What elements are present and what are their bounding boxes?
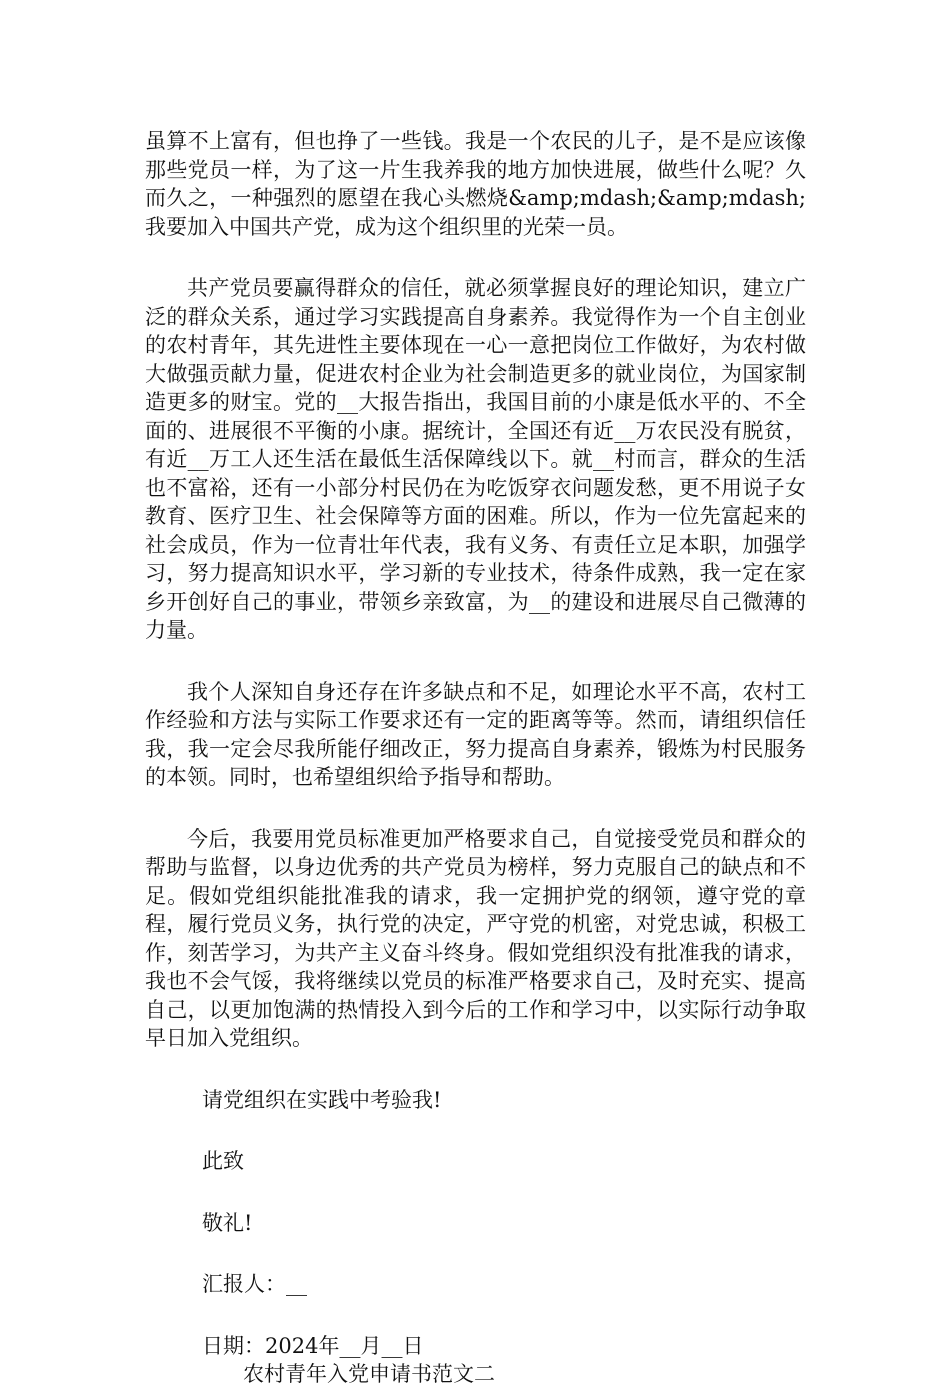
- line-gap: [145, 1299, 806, 1332]
- closing-salutation: 此致: [202, 1149, 244, 1173]
- paragraph-2: 共产党员要赢得群众的信任，就必须掌握良好的理论知识，建立广泛的群众关系，通过学习实践提高自身素养。我觉得作为一个自主创业的农村青年，其先进性主要体现在一心一意把岗位工作做好，为农村做大做强贡献力量，促进农村企业为社会制造更多的就业岗位，为国家制造更多的财宝。党的__大报告指出，我国目前的小康是低水平的、不全面的、进展很不平衡的小康。据统计，全国还有近__万农民没有脱贫，有近__万工人还生活在最低生活保障线以下。就__村而言，群众的生活也不富裕，还有一小部分村民仍在为吃饭穿衣问题发愁，更不用说子女教育、医疗卫生、社会保障等方面的困难。所以，作为一位先富起来的社会成员，作为一位青壮年代表，我有义务、有责任立足本职，加强学习，努力提高知识水平，学习新的专业技术，待条件成熟，我一定在家乡开创好自己的事业，带领乡亲致富，为__的建设和进展尽自己微薄的力量。: [145, 276, 806, 642]
- document-body: [145, 127, 806, 1389]
- paragraph-gap: [145, 241, 806, 274]
- paragraph-gap: [145, 1053, 806, 1086]
- paragraph-gap: [145, 645, 806, 678]
- line-gap: [145, 1176, 806, 1209]
- line-gap: [145, 1237, 806, 1270]
- paragraph-4: 今后，我要用党员标准更加严格要求自己，自觉接受党员和群众的帮助与监督，以身边优秀的共产党员为榜样，努力克服自己的缺点和不足。假如党组织能批准我的请求，我一定拥护党的纲领，遵守党的章程，履行党员义务，执行党的决定，严守党的机密，对党忠诚，积极工作，刻苦学习，为共产主义奋斗终身。假如党组织没有批准我的请求，我也不会气馁，我将继续以党员的标准严格要求自己，及时充实、提高自己，以更加饱满的热情投入到今后的工作和学习中，以实际行动争取早日加入党组织。: [145, 826, 806, 1050]
- paragraph-3: 我个人深知自身还存在许多缺点和不足，如理论水平不高，农村工作经验和方法与实际工作要求还有一定的距离等等。然而，请组织信任我，我一定会尽我所能仔细改正，努力提高自身素养，锻炼为村民服务的本领。同时，也希望组织给予指导和帮助。: [145, 679, 806, 789]
- date-line: 日期：2024年__月__日: [202, 1333, 424, 1358]
- paragraph-gap: [145, 792, 806, 825]
- closing-appeal: 请党组织在实践中考验我!: [202, 1087, 442, 1112]
- line-gap: [145, 1114, 806, 1147]
- paragraph-1: 虽算不上富有，但也挣了一些钱。我是一个农民的儿子，是不是应该像那些党员一样，为了这一片生我养我的地方加快进展，做些什么呢？久而久之，一种强烈的愿望在我心头燃烧&amp;mdash;&amp;mdash;我要加入中国共产党，成为这个组织里的光荣一员。: [145, 129, 806, 239]
- next-section-title: 农村青年入党申请书范文二: [243, 1362, 495, 1386]
- closing-regards: 敬礼!: [202, 1210, 253, 1235]
- reporter-line: 汇报人：__: [202, 1272, 307, 1296]
